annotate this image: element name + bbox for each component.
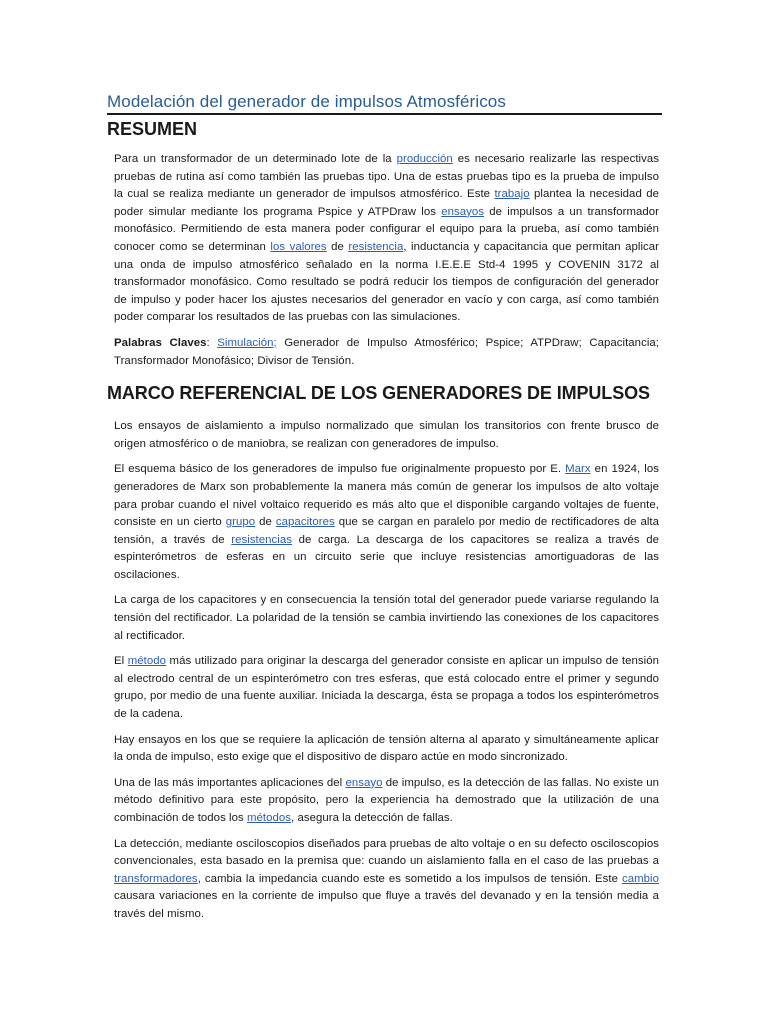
paragraph-6	[114, 775, 659, 828]
document-page	[107, 92, 662, 924]
text-span: de	[326, 240, 349, 253]
link-transformadores[interactable]: transformadores	[114, 872, 198, 885]
link-resistencia[interactable]: resistencia	[348, 240, 404, 253]
text-span: El esquema básico de los generadores de impulso fue originalmente propuesto por E.	[114, 463, 566, 476]
link-produccion[interactable]: producción	[396, 153, 453, 165]
link-simulacion[interactable]: Simulación;	[217, 336, 277, 349]
link-ensayos[interactable]: ensayos	[441, 205, 484, 218]
link-capacitores[interactable]: capacitores	[275, 516, 335, 529]
link-marx[interactable]: Marx	[565, 463, 591, 476]
paragraph-5: Hay ensayos en los que se requiere la aplicación de tensión alterna al aparato y simultáneamente aplicar la onda de impulso, esto exige que el dispositivo de disparo actúe en modo sincronizado.	[114, 733, 659, 764]
link-metodos[interactable]: métodos	[246, 812, 292, 824]
text-span: Para un transformador de un determinado lote de la	[114, 153, 397, 165]
paragraph-1: Los ensayos de aislamiento a impulso normalizado que simulan los transitorios con frente brusco de origen atmosférico o de maniobra, se realizan con generadores de impulso.	[114, 420, 659, 450]
text-span: de impulso, es la detección de las fallas. No existe un método definitivo para este propósito, pero la experiencia ha demostrado que la utilización de una combinación de todos los	[114, 776, 659, 824]
text-span: , inductancia y capacitancia que permitan aplicar una onda de impulso atmosférico señalado en la norma I.E.E.E Std-4 1995 y COVENIN 3172 al transformador monofásico. Como resultado se podrá reducir los tiempos de configuración del generador de impulso y poder hacer los ajustes necesarios del generador en vacío y con carga, así como también poder comparar los resultados de las pruebas con las simulaciones.	[114, 240, 660, 324]
keywords-paragraph	[114, 335, 659, 370]
paragraph-4	[114, 653, 659, 723]
paragraph-3: La carga de los capacitores y en consecuencia la tensión total del generador puede variarse regulando la tensión del rectificador. La polaridad de la tensión se cambia invirtiendo las conexiones de los capacitores al rectificador.	[114, 594, 659, 642]
text-span: La detección, mediante osciloscopios diseñados para pruebas de alto voltaje o en su defecto osciloscopios convencionales, esta basado en la premisa que: cuando un aislamiento falla en el caso de las pruebas a	[114, 837, 659, 868]
text-span: que se cargan en paralelo por medio de rectificadores de alta tensión, a través de	[114, 516, 660, 546]
text-span: Una de las más importantes aplicaciones del	[114, 776, 346, 789]
text-span: Generador de Impulso Atmosférico; Pspice; ATPDraw; Capacitancia; Transformador Monofásico; Divisor de Tensión.	[114, 336, 659, 367]
link-grupo[interactable]: grupo	[225, 516, 256, 529]
document-title: Modelación del generador de impulsos Atmosféricos	[107, 92, 662, 115]
marco-heading: MARCO REFERENCIAL DE LOS GENERADORES DE IMPULSOS	[107, 383, 650, 404]
text-span: es necesario realizarle las respectivas pruebas de rutina así como también las pruebas tipo. Una de estas pruebas tipo es la prueba de impulso la cual se realiza mediante un generador de impulsos atmosférico. Este	[114, 153, 659, 201]
paragraph-7	[114, 836, 659, 924]
text-span: de impulsos a un transformador monofásico. Permitiendo de esta manera poder configurar el equipo para la prueba, así como también conocer como se determinan	[114, 205, 659, 253]
link-resistencias[interactable]: resistencias	[231, 533, 292, 546]
link-trabajo[interactable]: trabajo	[494, 188, 530, 201]
paragraph-2	[114, 461, 659, 584]
link-ensayo[interactable]: ensayo	[345, 776, 383, 789]
keywords-label: Palabras Claves	[114, 336, 207, 349]
text-span: en 1924, los generadores de Marx son probablemente la manera más común de generar los impulsos de alto voltaje para probar cuando el nivel voltaico requerido es más alto que el disponible cargando voltajes de fuente, consiste en un cierto	[114, 463, 659, 529]
resumen-heading: RESUMEN	[107, 119, 198, 139]
marco-section	[114, 418, 659, 923]
link-cambio[interactable]: cambio	[621, 872, 659, 885]
text-span: , asegura la detección de fallas.	[291, 812, 453, 824]
text-span: , cambia la impedancia cuando este es sometido a los impulsos de tensión. Este	[197, 872, 622, 885]
link-metodo[interactable]: método	[127, 655, 167, 668]
text-span: de carga. La descarga de los capacitores se realiza a través de espinterómetros de esferas en un circuito serie que incluye resistencias amortiguadoras de las oscilaciones.	[114, 533, 659, 581]
text-span: más utilizado para originar la descarga del generador consiste en aplicar un impulso de tensión al electrodo central de un espinterómetro con tres esferas, que está colocado entre el primer y segundo grupo, por medio de una fuente auxiliar. Iniciada la descarga, ésta se propaga a todos los espinterómetros de la cadena.	[114, 655, 659, 721]
text-span: de	[255, 516, 276, 529]
text-span: plantea la necesidad de poder simular mediante los programa Pspice y ATPDraw los	[114, 188, 659, 218]
text-span: :	[206, 336, 218, 349]
resumen-section	[114, 140, 659, 370]
text-span: causara variaciones en la corriente de impulso que fluye a través del devanado y en la tensión media a través del mismo.	[114, 890, 659, 920]
resumen-paragraph	[114, 151, 659, 327]
link-los-valores[interactable]: los valores	[270, 240, 327, 253]
text-span: El	[114, 655, 128, 668]
